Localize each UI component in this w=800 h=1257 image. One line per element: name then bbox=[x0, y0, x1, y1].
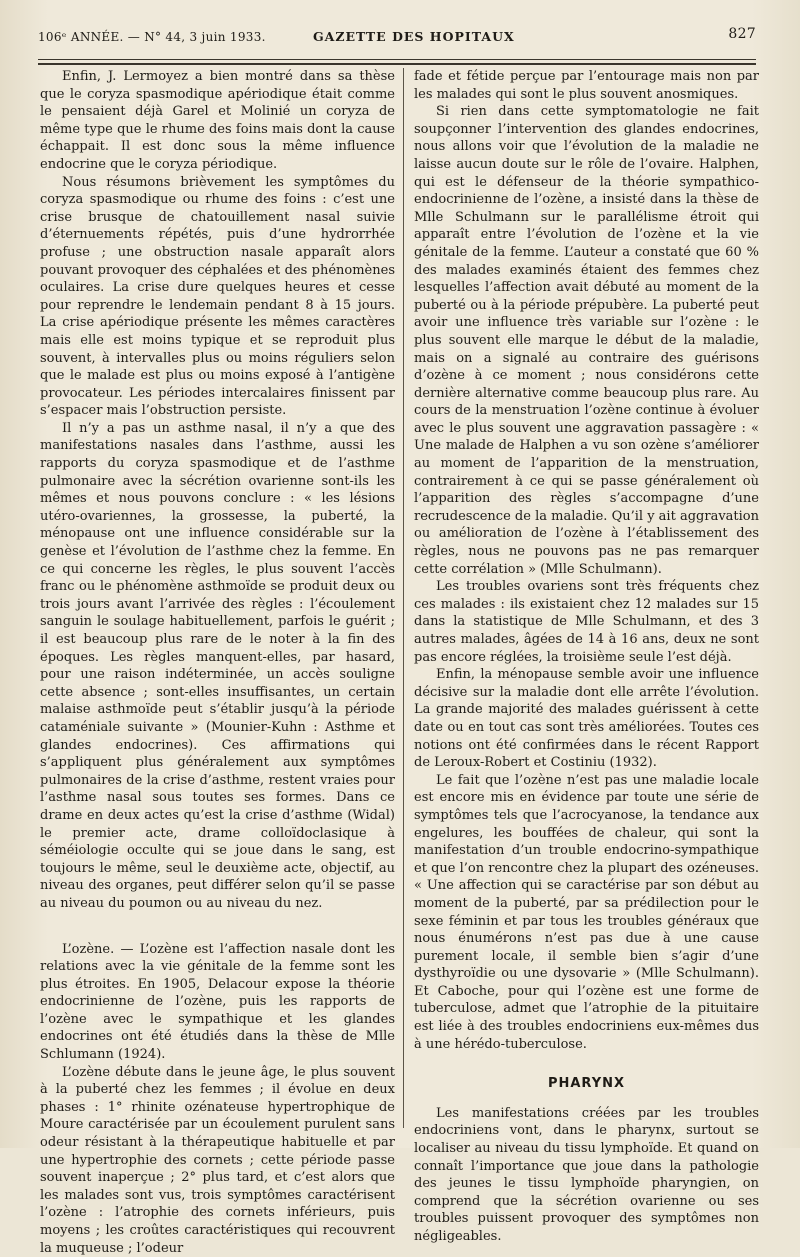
header-rule bbox=[38, 59, 756, 60]
page-number: 827 bbox=[728, 26, 756, 42]
page-header bbox=[38, 26, 756, 48]
column-divider bbox=[403, 68, 404, 1128]
paragraph: Les manifestations créées par les troubles endocriniens vont, dans le pharynx, surtout se localiser au niveau du tissu lymphoïde. Et quand on connaît l’importance que joue dans la pathologie des jeunes le tissu lymphoïde pharyngien, on comprend que la sécrétion ovarienne ou ses troubles puissent provoquer des symptômes non négligeables. bbox=[414, 1105, 759, 1244]
section-title-pharynx: PHARYNX bbox=[547, 1076, 626, 1092]
paragraph: Le fait que l’ozène n’est pas une maladie locale est encore mis en évidence par toute une série de symptômes tels que l’acrocyanose, la tendance aux engelures, les bouffées de chaleur, qui sont la manifestation d’un trouble endocrino-sympathique et que l’on rencontre chez la plupart des ozéneuses. « Une affection qui se caractérise par son début au moment de la puberté, par sa prédilection pour le sexe féminin et par tous les troubles généraux que nous énumérons n’est pas due à une cause purement locale, il semble bien s’agir d’une dysthyroïdie ou une dysovarie » (Mlle Schulmann). Et Caboche, pour qui l’ozène est une forme de tuberculose, admet que l’atrophie de la pituitaire est liée à des troubles endocriniens eux-mêmes dus à une hérédo-tuberculose. bbox=[414, 772, 759, 1052]
paragraph-continued: fade et fétide perçue par l’entourage mais non par les malades qui sont le plus souvent anosmiques. bbox=[414, 69, 759, 102]
paragraph: Les troubles ovariens sont très fréquents chez ces malades : ils existaient chez 12 malades sur 15 dans la statistique de Mlle Schulmann, et des 3 autres malades, âgées de 14 à 16 ans, deux ne sont pas encore réglées, la troisième seule l’est déjà. bbox=[414, 579, 759, 665]
paragraph: Enfin, la ménopause semble avoir une influence décisive sur la maladie dont elle arrête l’évolution. La grande majorité des malades guérissent à cette date ou en tout cas sont très améliorées. Toutes ces notions ont été confirmées dans le récent Rapport de Leroux-Robert et Costiniu (1932). bbox=[414, 667, 759, 771]
paragraph: Il n’y a pas un asthme nasal, il n’y a que des manifestations nasales dans l’asthme, aussi les rapports du coryza spasmodique et de l’asthme pulmonaire avec la sécrétion ovarienne sont-ils les mêmes et nous pouvons conclure : « les lésions utéro-ovariennes, la grossesse, la puberté, la ménopause ont une influence considérable sur la genèse et l’évolution de l’asthme chez la femme. En ce qui concerne les règles, le plus souvent l’accès franc ou le phénomène asthmoïde se produit deux ou trois jours avant l’arrivée des règles : l’écoulement sanguin le soulage habituellement, parfois le guérit ; il est beaucoup plus rare de le noter à la fin des époques. Les règles manquent-elles, par hasard, pour une raison indéterminée, un accès souligne cette absence ; sont-elles insuffisantes, un certain malaise asthmoïde peut s’établir jusqu’à la période cataméniale suivante » (Mounier-Kuhn : Asthme et glandes endocrines). Ces affirmations qui s’appliquent plus généralement aux symptômes pulmonaires de la crise d’asthme, restent vraies pour l’asthme nasal sous toutes ses formes. Dans ce drame en deux actes qu’est la crise d’asthme (Widal) le premier acte, drame colloïdoclasique à séméiologie occulte qui se joue dans le sang, est toujours le même, seul le deuxième acte, objectif, au niveau des organes, peut différer selon qu’il se passe au niveau du poumon ou au niveau du nez. bbox=[40, 420, 395, 911]
paragraph: Si rien dans cette symptomatologie ne fait soupçonner l’intervention des glandes endocrines, nous allons voir que l’évolution de la maladie ne laisse aucun doute sur le rôle de l’ovaire. Halphen, qui est le défenseur de la théorie sympathico-endocrinienne de l’ozène, a insisté dans la thèse de Mlle Schulmann sur le parallélisme étroit qui apparaît entre l’évolution de l’ozène et la vie génitale de la femme. L’auteur a constaté que 60 % des malades examinés étaient des femmes chez lesquelles l’affection avait débuté au moment de la puberté ou à la période prépubère. La puberté peut avoir une influence très variable sur l’ozène : le plus souvent elle marque le début de la maladie, mais on a signalé au contraire des guérisons d’ozène à ce moment ; nous considérons cette dernière alternative comme beaucoup plus rare. Au cours de la menstruation l’ozène continue à évoluer avec le plus souvent une aggravation passagère : « Une malade de Halphen a vu son ozène s’améliorer au moment de l’apparition de la menstruation, contrairement à ce qui se passe généralement où l’apparition des règles s’accompagne d’une recrudescence de la maladie. Qu’il y ait aggravation ou amélioration de l’ozène à l’établissement des règles, nous ne pouvons pas ne pas remarquer cette corrélation » (Mlle Schulmann). bbox=[414, 104, 759, 577]
paragraph: Nous résumons brièvement les symptômes du coryza spasmodique ou rhume des foins : c’est une crise brusque de chatouillement nasal suivie d’éternuements répétés, puis d’une hydrorrhée profuse ; une obstruction nasale apparaît alors pouvant provoquer des céphalées et des phénomènes oculaires. La crise dure quelques heures et cesse pour reprendre le lendemain pendant 8 à 15 jours. La crise apériodique présente les mêmes caractères mais elle est moins typique et se reproduit plus souvent, à intervalles plus ou moins réguliers selon que le malade est plus ou moins exposé à l’antigène provocateur. Les périodes intercalaires finissent par s’espacer mais l’obstruction persiste. bbox=[40, 174, 395, 419]
issue-info: 106ᵉ ANNÉE. — N° 44, 3 juin 1933. bbox=[38, 30, 266, 44]
paragraph-ozene-intro: L’ozène. — L’ozène est l’affection nasale dont les relations avec la vie génitale de la femme sont les plus étroites. En 1905, Delacour expose la théorie endocrinienne de l’ozène, puis les rapports de l’ozène avec le sympathique et les glandes endocrines ont été étudiés dans la thèse de Mlle Schlumann (1924). bbox=[40, 941, 395, 1063]
journal-title: GAZETTE DES HOPITAUX bbox=[313, 29, 515, 44]
header-rule-double bbox=[38, 63, 756, 65]
paragraph: Enfin, J. Lermoyez a bien montré dans sa thèse que le coryza spasmodique apériodique était comme le pensaient déjà Garel et Molinié un coryza de même type que le rhume des foins mais dont la cause échappait. Il est donc sous la même influence endocrine que le coryza périodique. bbox=[40, 69, 395, 172]
right-column bbox=[414, 68, 759, 1246]
left-column bbox=[40, 68, 395, 1257]
paragraph: L’ozène débute dans le jeune âge, le plus souvent à la puberté chez les femmes ; il évolue en deux phases : 1° rhinite ozénateuse hypertrophique de Moure caractérisée par un écoulement purulent sans odeur résistant à la thérapeutique habituelle et par une hypertrophie des cornets ; cette période passe souvent inaperçue ; 2° plus tard, et c’est alors que les malades sont vus, trois symptômes caractérisent l’ozène : l’atrophie des cornets inférieurs, puis moyens ; les croûtes caractéristiques qui recouvrent la muqueuse ; l’odeur bbox=[40, 1064, 395, 1256]
